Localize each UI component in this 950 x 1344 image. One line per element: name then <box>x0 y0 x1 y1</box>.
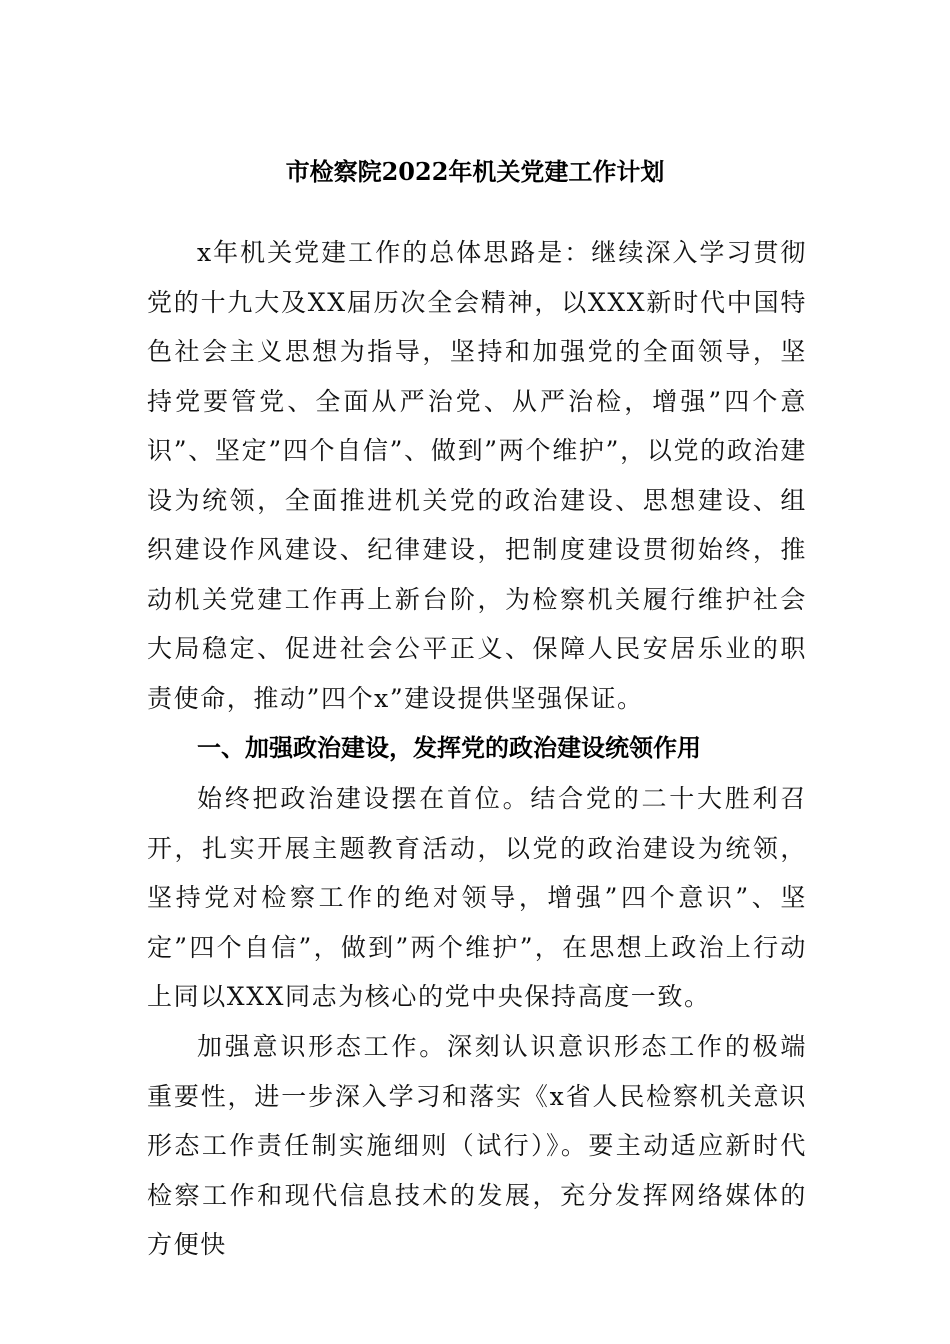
section-heading-1: 一、加强政治建设，发挥党的政治建设统领作用 <box>197 734 701 762</box>
section1-paragraph-1: 始终把政治建设摆在首位。结合党的二十大胜利召开，扎实开展主题教育活动，以党的政治建设为统领，坚持党对检察工作的绝对领导，增强”四个意识”、坚定”四个自信”，做到”两个维护”，在思想上政治上行动上同以XXX同志为核心的党中央保持高度一致。 <box>147 784 807 1011</box>
document-title: 市检察院2022年机关党建工作计划 <box>285 157 665 186</box>
intro-paragraph: x年机关党建工作的总体思路是：继续深入学习贯彻党的十九大及XX届历次全会精神，以XXX新时代中国特色社会主义思想为指导，坚持和加强党的全面领导，坚持党要管党、全面从严治党、从严治检，增强”四个意识”、坚定”四个自信”、做到”两个维护”，以党的政治建设为统领，全面推进机关党的政治建设、思想建设、组织建设作风建设、纪律建设，把制度建设贯彻始终，推动机关党建工作再上新台阶，为检察机关履行维护社会大局稳定、促进社会公平正义、保障人民安居乐业的职责使命，推动”四个x”建设提供坚强保证。 <box>147 238 807 713</box>
section1-paragraph-2: 加强意识形态工作。深刻认识意识形态工作的极端重要性，进一步深入学习和落实《x省人民检察机关意识形态工作责任制实施细则（试行）》。要主动适应新时代检察工作和现代信息技术的发展，充分发挥网络媒体的方便快 <box>147 1032 807 1259</box>
